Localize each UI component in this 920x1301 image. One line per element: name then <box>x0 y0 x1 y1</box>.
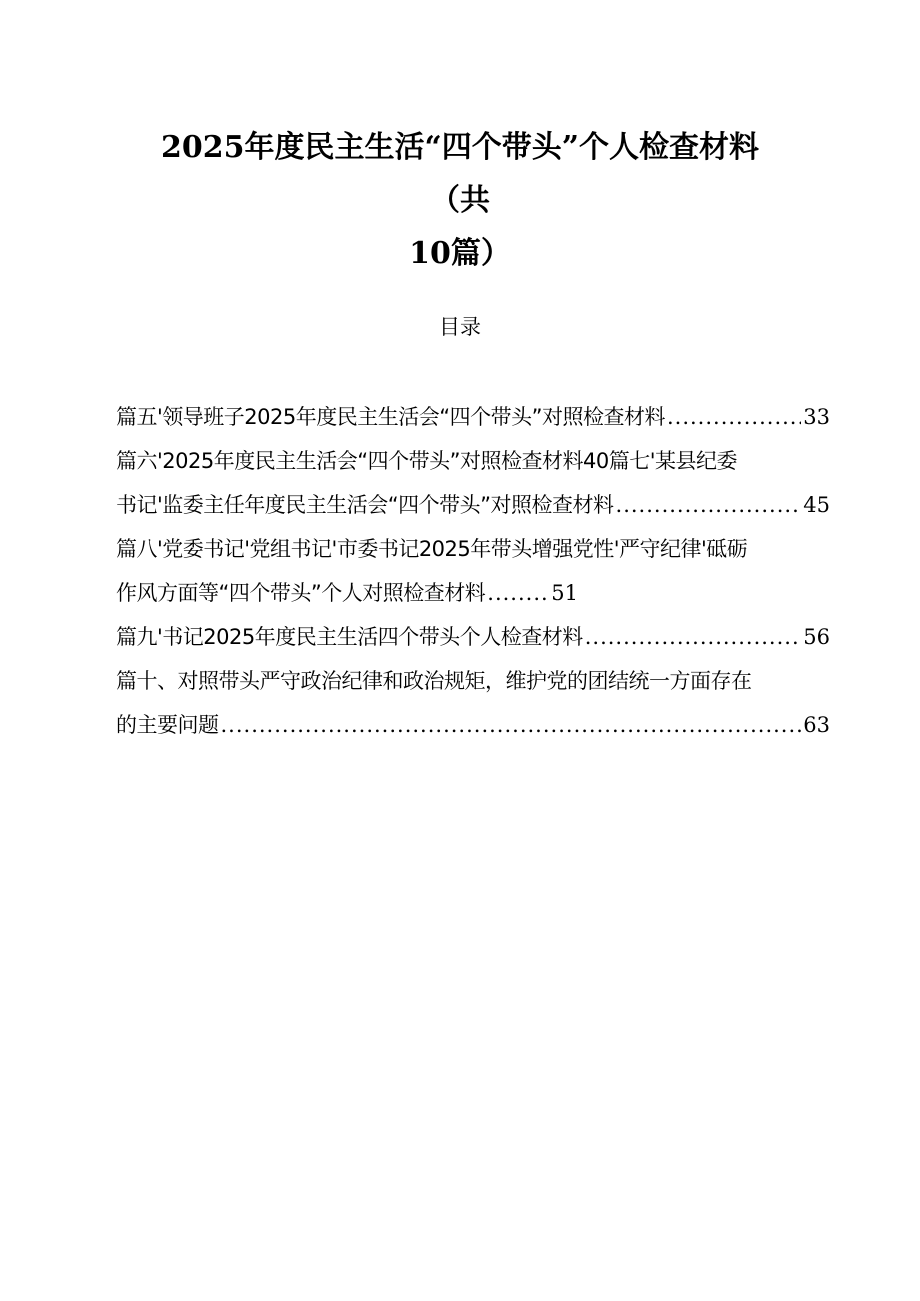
document-title-line-3: 10篇） <box>409 236 511 271</box>
toc-leader-dots <box>667 395 801 439</box>
toc-page-number: 45 <box>803 493 830 517</box>
toc-entry-7[interactable] <box>116 483 830 527</box>
toc-entry-8-cont[interactable] <box>116 571 830 615</box>
document-title-line-1: 2025年度民主生活“四个带头”个人检查材料 <box>160 130 759 165</box>
toc-page-number: 33 <box>803 405 830 429</box>
document-title-line-2: （共 <box>430 183 490 218</box>
toc-entry-5[interactable] <box>116 395 830 439</box>
toc-entry-text: 篇九'书记2025年度民主生活四个带头个人检查材料 <box>116 625 583 649</box>
toc-entry-text: 书记'监委主任年度民主生活会“四个带头”对照检查材料 <box>116 493 614 517</box>
toc-entry-text: 篇八'党委书记'党组书记'市委书记2025年带头增强党性'严守纪律'砥砺 <box>116 537 748 561</box>
toc-leader-dots <box>487 571 549 615</box>
toc-entry-text: 篇六'2025年度民主生活会“四个带头”对照检查材料40篇七'某县纪委 <box>116 449 737 473</box>
toc-entry-8[interactable] <box>116 527 830 571</box>
toc-heading: 目录 <box>439 315 481 339</box>
toc-entry-10[interactable] <box>116 659 830 703</box>
toc-entry-text: 篇五'领导班子2025年度民主生活会“四个带头”对照检查材料 <box>116 405 665 429</box>
toc-entry-text: 作风方面等“四个带头”个人对照检查材料 <box>116 581 486 605</box>
toc-page-number: 63 <box>803 713 830 737</box>
toc-entry-6[interactable] <box>116 439 830 483</box>
toc-page-number: 56 <box>803 625 830 649</box>
toc-leader-dots <box>616 483 802 527</box>
toc-entry-text: 的主要问题 <box>116 713 219 737</box>
toc-entry-9[interactable] <box>116 615 830 659</box>
toc-entry-10-cont[interactable] <box>116 703 830 747</box>
toc-entry-text: 篇十、对照带头严守政治纪律和政治规矩，维护党的团结统一方面存在 <box>116 669 752 693</box>
toc-leader-dots <box>221 703 802 747</box>
toc-leader-dots <box>585 615 802 659</box>
toc-page-number: 51 <box>551 581 578 605</box>
